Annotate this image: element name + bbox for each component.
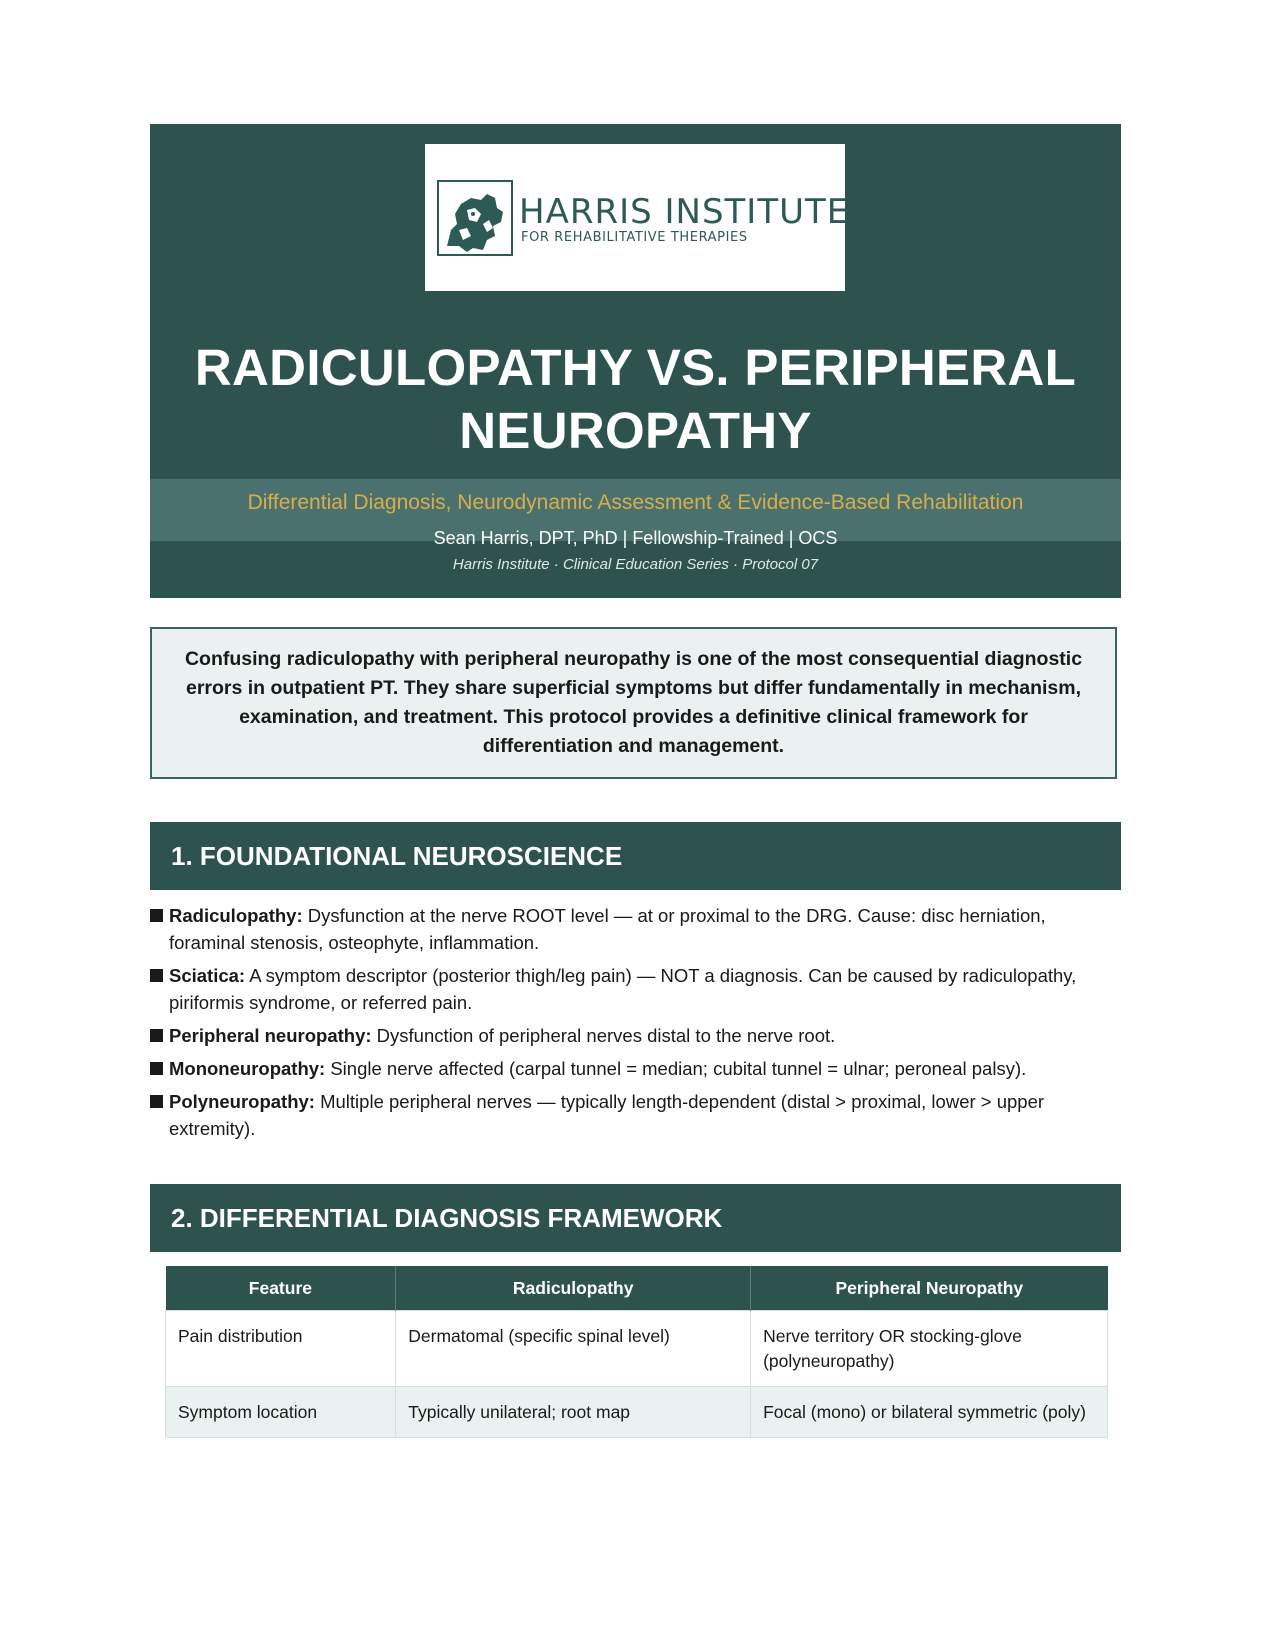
page-title xyxy=(150,336,1121,462)
table-cell: Dermatomal (specific spinal level) xyxy=(396,1311,751,1387)
definition: Dysfunction of peripheral nerves distal to the nerve root. xyxy=(371,1025,836,1046)
square-bullet-icon xyxy=(150,909,163,922)
term: Sciatica: xyxy=(169,965,246,986)
square-bullet-icon xyxy=(150,1029,163,1042)
table-row xyxy=(166,1387,1108,1438)
document-page xyxy=(150,124,1121,1422)
square-bullet-icon xyxy=(150,1095,163,1108)
table-cell: Nerve territory OR stocking-glove (polyneuropathy) xyxy=(751,1311,1108,1387)
intro-text: Confusing radiculopathy with peripheral neuropathy is one of the most consequential diagnostic errors in outpatient PT. They share superficial symptoms but differ fundamentally in mechanism, examination, and treatment. This protocol provides a definitive clinical framework for differentiation and management. xyxy=(184,648,1083,757)
list-item xyxy=(150,1022,1121,1049)
column-header-radiculopathy: Radiculopathy xyxy=(396,1266,751,1311)
table-cell: Typically unilateral; root map xyxy=(396,1387,751,1438)
table-cell: Pain distribution xyxy=(166,1311,396,1387)
series-line: Harris Institute · Clinical Education Series · Protocol 07 xyxy=(452,556,819,573)
table-cell: Focal (mono) or bilateral symmetric (poly) xyxy=(751,1387,1108,1438)
table-row xyxy=(166,1311,1108,1387)
subtitle: Differential Diagnosis, Neurodynamic Assessment & Evidence-Based Rehabilitation xyxy=(247,491,1024,514)
differential-table xyxy=(165,1266,1108,1438)
title-line-1: RADICULOPATHY VS. PERIPHERAL xyxy=(194,339,1077,396)
column-header-feature: Feature xyxy=(166,1266,396,1311)
header-banner xyxy=(150,124,1121,598)
list-item xyxy=(150,962,1121,1016)
title-line-2: NEUROPATHY xyxy=(459,402,812,459)
logo-tagline: FOR REHABILITATIVE THERAPIES xyxy=(521,230,748,245)
list-item xyxy=(150,1055,1121,1082)
section-1-heading: 1. FOUNDATIONAL NEUROSCIENCE xyxy=(150,822,1121,890)
square-bullet-icon xyxy=(150,969,163,982)
definition: A symptom descriptor (posterior thigh/leg pain) — NOT a diagnosis. Can be caused by radiculopathy, piriformis syndrome, or referred pain. xyxy=(169,965,1077,1013)
definition: Single nerve affected (carpal tunnel = median; cubital tunnel = ulnar; peroneal palsy). xyxy=(325,1058,1027,1079)
table-cell: Symptom location xyxy=(166,1387,396,1438)
term: Polyneuropathy: xyxy=(169,1091,315,1112)
logo-name: HARRIS INSTITUTE xyxy=(519,192,850,232)
term: Radiculopathy: xyxy=(169,905,303,926)
intro-callout xyxy=(150,627,1117,779)
term: Peripheral neuropathy: xyxy=(169,1025,372,1046)
definition-list xyxy=(150,902,1121,1148)
square-bullet-icon xyxy=(150,1062,163,1075)
list-item xyxy=(150,1088,1121,1142)
term: Mononeuropathy: xyxy=(169,1058,326,1079)
lion-emblem-icon xyxy=(437,180,513,256)
logo xyxy=(425,144,850,291)
list-item xyxy=(150,902,1121,956)
definition: Dysfunction at the nerve ROOT level — at or proximal to the DRG. Cause: disc herniation, foraminal stenosis, osteophyte, inflammation. xyxy=(169,905,1046,953)
definition: Multiple peripheral nerves — typically length-dependent (distal > proximal, lower > upper extremity). xyxy=(169,1091,1045,1139)
author-line: Sean Harris, DPT, PhD | Fellowship-Trained | OCS xyxy=(433,528,838,548)
column-header-peripheral-neuropathy: Peripheral Neuropathy xyxy=(751,1266,1108,1311)
section-2-heading: 2. DIFFERENTIAL DIAGNOSIS FRAMEWORK xyxy=(150,1184,1121,1252)
table-header-row xyxy=(166,1266,1108,1311)
